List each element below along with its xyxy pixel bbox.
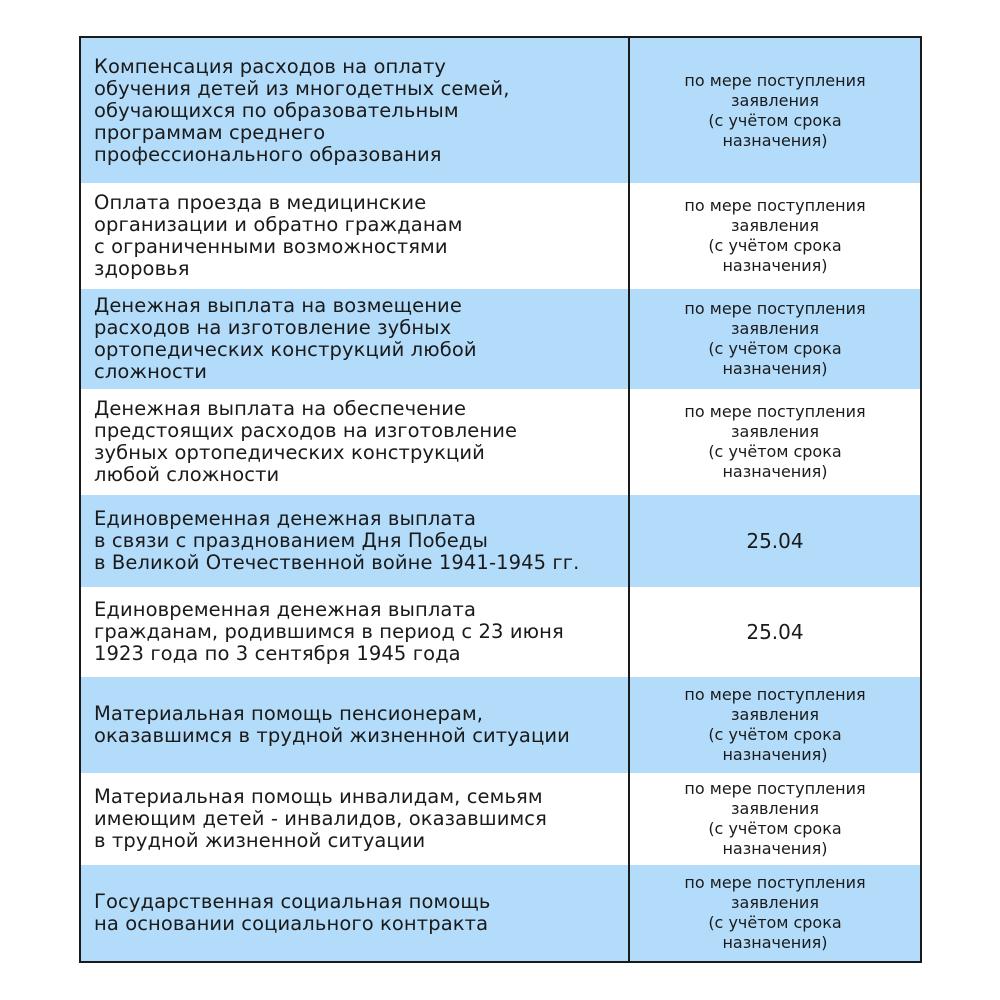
table-row	[81, 495, 920, 587]
payment-name: Единовременная денежная выплата гражданам, родившимся в период с 23 июня 1923 года по 3 сентября 1945 года	[81, 587, 630, 677]
payment-name: Оплата проезда в медицинские организации и обратно гражданам с ограниченными возможностями здоровья	[81, 183, 630, 289]
payment-name: Компенсация расходов на оплату обучения детей из многодетных семей, обучающихся по образовательным программам среднего профессионального образования	[81, 38, 630, 183]
payment-name: Денежная выплата на обеспечение предстоящих расходов на изготовление зубных ортопедических конструкций любой сложности	[81, 389, 630, 495]
payment-name: Денежная выплата на возмещение расходов на изготовление зубных ортопедических конструкций любой сложности	[81, 289, 630, 389]
table-row	[81, 677, 920, 773]
payment-name: Материальная помощь инвалидам, семьям имеющим детей - инвалидов, оказавшимся в трудной жизненной ситуации	[81, 773, 630, 865]
payment-term: по мере поступления заявления (с учётом срока назначения)	[684, 196, 866, 275]
table-row	[81, 865, 920, 961]
payment-term: по мере поступления заявления (с учётом срока назначения)	[684, 873, 866, 952]
payment-name: Государственная социальная помощь на основании социального контракта	[81, 865, 630, 961]
table-row	[81, 587, 920, 677]
table-row	[81, 773, 920, 865]
payments-table	[79, 36, 922, 963]
table-row	[81, 289, 920, 389]
payment-term: по мере поступления заявления (с учётом срока назначения)	[684, 779, 866, 858]
payment-term: по мере поступления заявления (с учётом срока назначения)	[684, 685, 866, 764]
payment-term: по мере поступления заявления (с учётом срока назначения)	[684, 402, 866, 481]
table-row	[81, 183, 920, 289]
payment-term: по мере поступления заявления (с учётом срока назначения)	[684, 70, 866, 150]
payment-name: Материальная помощь пенсионерам, оказавшимся в трудной жизненной ситуации	[81, 677, 630, 773]
table-row	[81, 389, 920, 495]
payment-date: 25.04	[746, 529, 804, 553]
payment-term: по мере поступления заявления (с учётом срока назначения)	[684, 299, 866, 378]
payment-name: Единовременная денежная выплата в связи с празднованием Дня Победы в Великой Отечественной войне 1941-1945 гг.	[81, 495, 630, 587]
table-row	[81, 38, 920, 183]
payment-date: 25.04	[746, 620, 804, 644]
